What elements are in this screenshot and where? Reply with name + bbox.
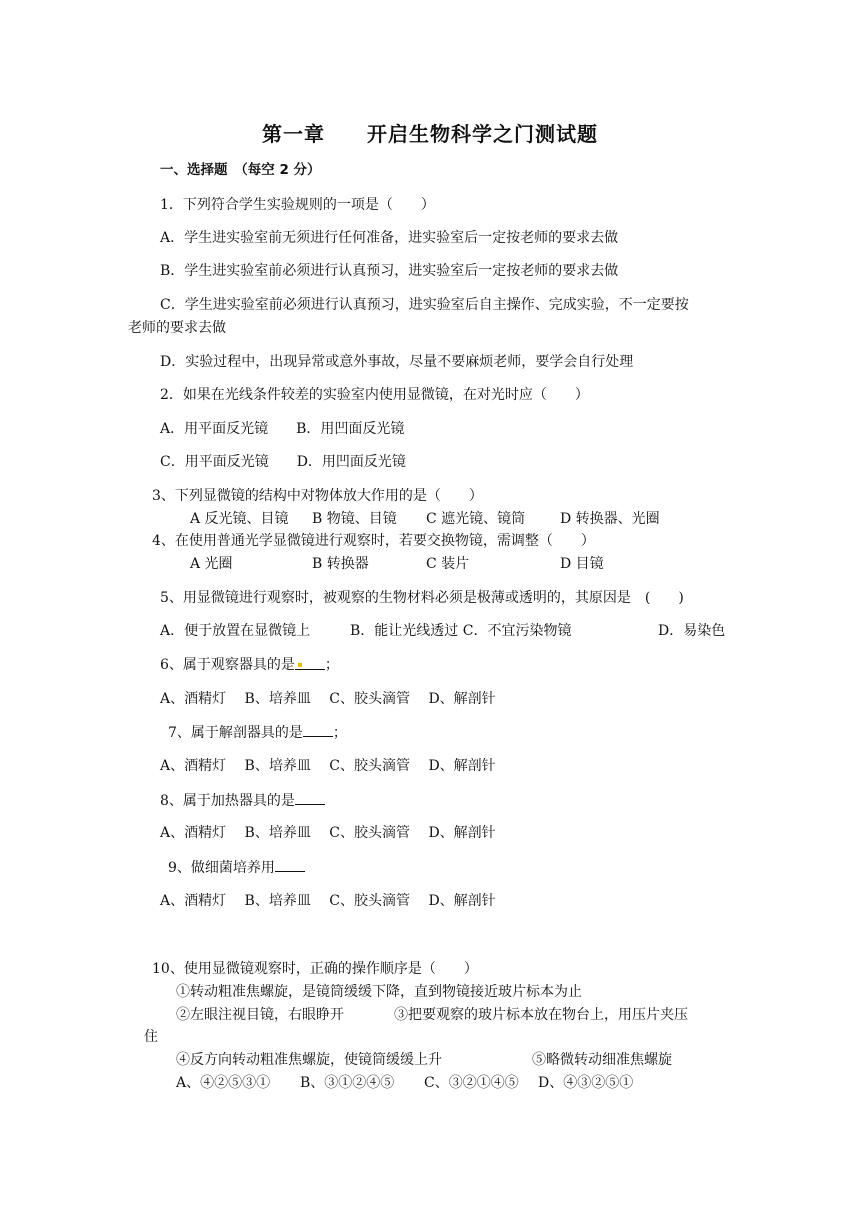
- q4-option-c: C 装片: [426, 556, 470, 572]
- q6-answer-blank[interactable]: [295, 655, 325, 670]
- section-heading: 一、选择题 （每空 2 分）: [160, 162, 321, 178]
- q3-option-b: B 物镜、目镜: [312, 511, 397, 527]
- q8-answer-blank[interactable]: [295, 790, 325, 805]
- q10-step-5: ⑤略微转动细准焦螺旋: [532, 1052, 672, 1068]
- q6-options: A、酒精灯 B、培养皿 C、胶头滴管 D、解剖针: [160, 691, 496, 707]
- q1-option-b: B．学生进实验室前必须进行认真预习，进实验室后一定按老师的要求去做: [160, 263, 619, 279]
- highlight-dot-icon: [298, 663, 302, 667]
- q3-stem: 3、下列显微镜的结构中对物体放大作用的是（ ）: [152, 488, 483, 504]
- q5-options: [160, 621, 725, 641]
- q4-option-d: D 目镜: [560, 556, 604, 572]
- q7-stem: [168, 722, 347, 743]
- q10-option-a: A、④②⑤③①: [176, 1075, 271, 1091]
- q5-option-bc: B．能让光线透过 C．不宜污染物镜: [350, 623, 572, 639]
- q10-step-4: ④反方向转动粗准焦螺旋，使镜筒缓缓上升: [176, 1052, 442, 1068]
- q5-option-a: A．便于放置在显微镜上: [160, 623, 311, 639]
- page-title: 第一章 开启生物科学之门测试题: [262, 122, 598, 146]
- q10-stem: 10、使用显微镜观察时，正确的操作顺序是（ ）: [152, 961, 478, 977]
- q7-stem-end: ；: [332, 725, 347, 741]
- q4-option-b: B 转换器: [312, 556, 369, 572]
- q10-step-3-cont: 住: [144, 1029, 158, 1045]
- q4-options: [190, 554, 604, 574]
- q1-option-a: A．学生进实验室前无须进行任何准备，进实验室后一定按老师的要求去做: [160, 230, 619, 246]
- q3-option-d: D 转换器、光圈: [560, 511, 660, 527]
- q10-step-2: ②左眼注视目镜，右眼睁开: [176, 1007, 344, 1023]
- q7-options: A、酒精灯 B、培养皿 C、胶头滴管 D、解剖针: [160, 758, 496, 774]
- q3-options: [190, 509, 660, 529]
- q10-option-b: B、③①②④⑤: [300, 1075, 395, 1091]
- q4-option-a: A 光圈: [190, 556, 233, 572]
- q1-option-d: D．实验过程中，出现异常或意外事故，尽量不要麻烦老师，要学会自行处理: [160, 354, 634, 370]
- q9-answer-blank[interactable]: [275, 857, 305, 872]
- q10-option-c: C、③②①④⑤: [424, 1075, 519, 1091]
- q3-option-c: C 遮光镜、镜筒: [426, 511, 526, 527]
- q8-stem-text: 8、属于加热器具的是: [160, 793, 295, 809]
- q8-stem: [160, 790, 325, 811]
- q4-stem: 4、在使用普通光学显微镜进行观察时，若要交换物镜，需调整（ ）: [152, 533, 595, 549]
- q2-options-ab: A．用平面反光镜 B．用凹面反光镜: [160, 421, 405, 437]
- q1-option-c-cont: 老师的要求去做: [128, 320, 226, 336]
- q9-stem: [168, 857, 305, 878]
- q9-options: A、酒精灯 B、培养皿 C、胶头滴管 D、解剖针: [160, 893, 496, 909]
- q10-step-1: ①转动粗准焦螺旋，是镜筒缓缓下降，直到物镜接近玻片标本为止: [176, 984, 582, 1000]
- q9-stem-text: 9、做细菌培养用: [168, 860, 275, 876]
- q6-stem-text: 6、属于观察器具的是: [160, 657, 295, 673]
- q2-stem: 2．如果在光线条件较差的实验室内使用显微镜，在对光时应（ ）: [160, 387, 589, 403]
- q5-option-d: D．易染色: [658, 623, 726, 639]
- q8-options: A、酒精灯 B、培养皿 C、胶头滴管 D、解剖针: [160, 825, 496, 841]
- q3-option-a: A 反光镜、目镜: [190, 511, 289, 527]
- q6-stem: [160, 655, 339, 675]
- q6-stem-end: ；: [324, 657, 339, 673]
- q7-answer-blank[interactable]: [303, 722, 333, 737]
- q10-options: [176, 1073, 633, 1093]
- q10-option-d: D、④③②⑤①: [538, 1075, 634, 1091]
- q10-step-3: ③把要观察的玻片标本放在物台上，用压片夹压: [394, 1007, 688, 1023]
- q1-option-c: C．学生进实验室前必须进行认真预习，进实验室后自主操作、完成实验，不一定要按: [160, 297, 689, 313]
- q5-stem: 5、用显微镜进行观察时，被观察的生物材料必须是极薄或透明的，其原因是 ( ): [160, 590, 684, 606]
- q7-stem-text: 7、属于解剖器具的是: [168, 725, 303, 741]
- q1-stem: 1．下列符合学生实验规则的一项是（ ）: [160, 197, 435, 213]
- q2-options-cd: C．用平面反光镜 D．用凹面反光镜: [160, 454, 406, 470]
